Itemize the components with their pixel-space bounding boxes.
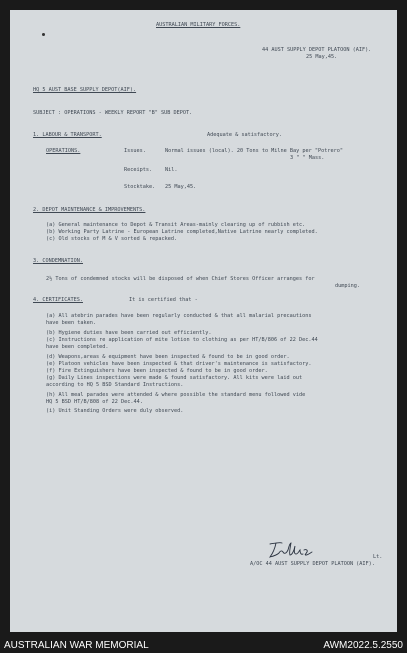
- condemnation-line-1: 2½ Tons of condemned stocks will be disposed of when Chief Stores Officer arranges for: [46, 276, 315, 282]
- subject-line: SUBJECT : OPERATIONS - WEEKLY REPORT "B" SUB DEPOT.: [33, 110, 193, 116]
- cert-line: (e) Platoon vehicles have been inspected & that driver's maintenance is satisfactory.: [46, 361, 312, 367]
- addressee: HQ 5 AUST BASE SUPPLY DEPOT(AIF).: [33, 87, 137, 93]
- document-title: AUSTRALIAN MILITARY FORCES.: [156, 22, 241, 28]
- cert-line: (f) Fire Extinguishers have been inspected & found to be in good order.: [46, 368, 268, 374]
- receipts-label: Receipts.: [124, 167, 153, 173]
- handwritten-signature: [266, 540, 322, 560]
- certificates-intro: It is certified that -: [129, 297, 198, 303]
- unit-heading: 44 AUST SUPPLY DEPOT PLATOON (AIF).: [262, 47, 372, 53]
- issues-label: Issues.: [124, 148, 146, 154]
- cert-line: have been completed.: [46, 344, 109, 350]
- receipts-value: Nil.: [165, 167, 178, 173]
- cert-line: (d) Weapons,areas & equipment have been inspected & found to be in good order.: [46, 354, 290, 360]
- cert-line: according to HQ 5 BSD Standard Instructions.: [46, 382, 184, 388]
- labour-value: Adequate & satisfactory.: [207, 132, 282, 138]
- cert-line: have been taken.: [46, 320, 96, 326]
- section-1-heading: 1. LABOUR & TRANSPORT.: [33, 132, 102, 138]
- footer-institution: AUSTRALIAN WAR MEMORIAL: [4, 640, 149, 651]
- footer-bar: [0, 637, 407, 653]
- cert-line: (g) Daily Lines inspections were made & found satisfactory. All kits were laid out: [46, 375, 303, 381]
- section-4-heading: 4. CERTIFICATES.: [33, 297, 83, 303]
- sec2-line: (a) General maintenance to Depot & Transit Areas-mainly clearing up of rubbish etc.: [46, 222, 306, 228]
- cert-line: (a) All atebrin parades have been regularly conducted & that all malarial precautions: [46, 313, 312, 319]
- stocktake-value: 25 May,45.: [165, 184, 197, 190]
- footer-accession-number: AWM2022.5.2550: [323, 640, 403, 651]
- ink-mark: [42, 33, 45, 36]
- issues-line-2: 3 " " Mass.: [290, 155, 325, 161]
- sec2-line: (c) Old stocks of M & V sorted & repacked.: [46, 236, 178, 242]
- sec2-line: (b) Working Party Latrine - European Latrine completed,Native Latrine nearly completed.: [46, 229, 318, 235]
- document-date: 25 May,45.: [306, 54, 338, 60]
- stocktake-label: Stocktake.: [124, 184, 156, 190]
- cert-line: HQ 5 BSD HT/B/808 of 22 Dec.44.: [46, 399, 143, 405]
- cert-line: (c) Instructions re application of mite lotion to clothing as per HT/B/806 of 22 Dec.44: [46, 337, 318, 343]
- issues-line-1: Normal issues (local). 20 Tons to Milne Bay per "Potrero": [165, 148, 344, 154]
- condemnation-line-2: dumping.: [335, 283, 360, 289]
- cert-line: (b) Hygiene duties have been carried out efficiently.: [46, 330, 212, 336]
- section-3-heading: 3. CONDEMNATION.: [33, 258, 83, 264]
- cert-line: (h) All meal parades were attended & where possible the standard menu followed vide: [46, 392, 306, 398]
- signatory-rank: Lt.: [373, 554, 383, 560]
- section-2-heading: 2. DEPOT MAINTENANCE & IMPROVEMENTS.: [33, 207, 146, 213]
- signature-block: A/OC 44 AUST SUPPLY DEPOT PLATOON (AIF).: [250, 561, 375, 567]
- cert-line: (i) Unit Standing Orders were duly observed.: [46, 408, 184, 414]
- operations-label: OPERATIONS.: [46, 148, 81, 154]
